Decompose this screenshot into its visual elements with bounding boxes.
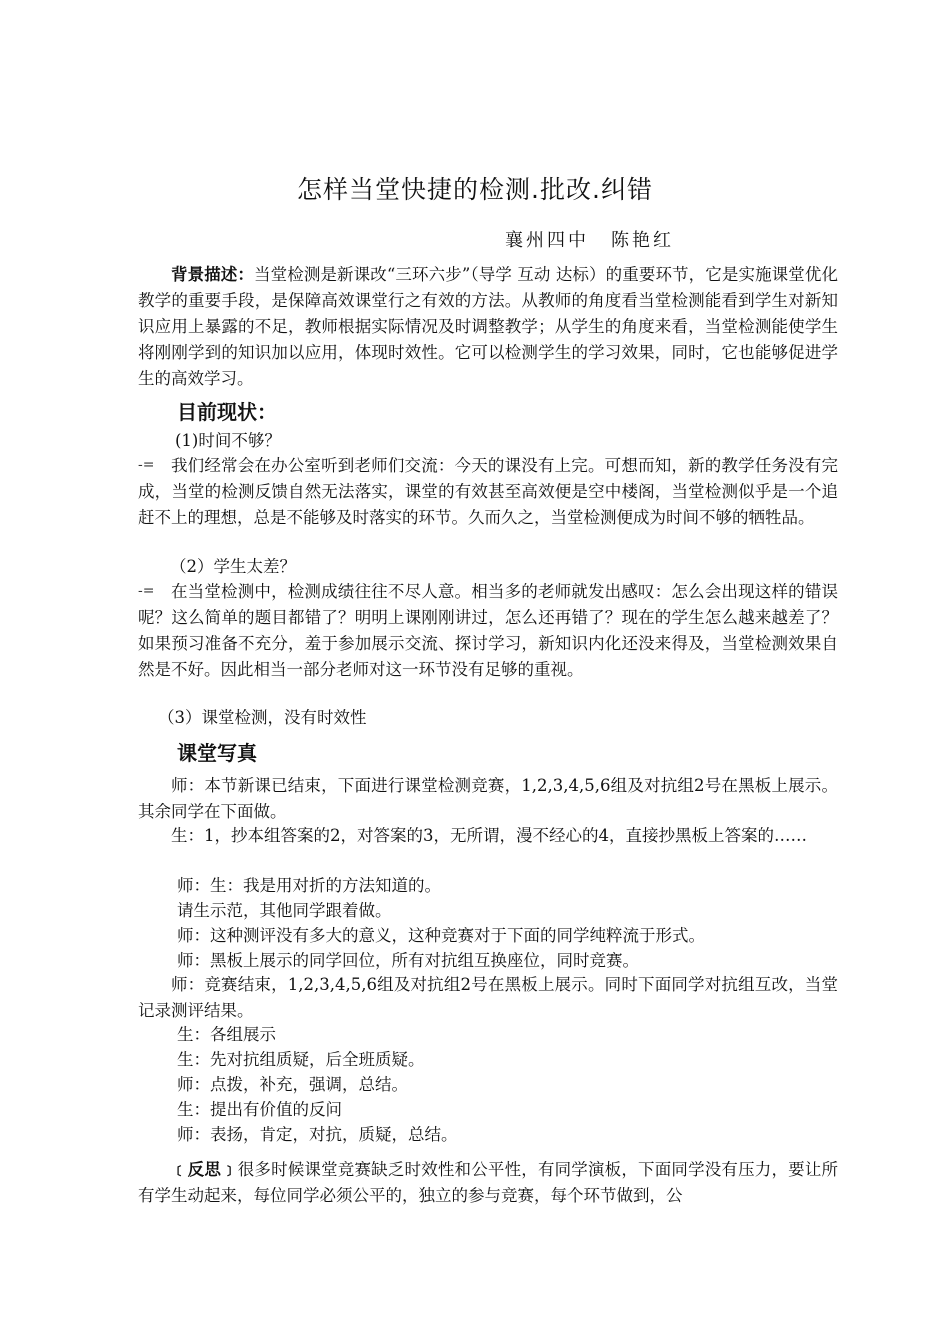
status-item-1-mark: -= (138, 457, 155, 473)
reflection-paragraph (138, 1157, 838, 1209)
document-title: 怎样当堂快捷的检测.批改.纠错 (297, 175, 653, 204)
status-item-3-label: （3）课堂检测，没有时效性 (158, 708, 367, 727)
classroom-line: 师：生：我是用对折的方法知道的。 (177, 876, 441, 895)
background-paragraph (138, 262, 838, 392)
background-text: 当堂检测是新课改“三环六步”（导学 互动 达标）的重要环节，它是实施课堂优化教学的重要手段，是保障高效课堂行之有效的方法。从教师的角度看当堂检测能看到学生对新知识应用上暴露的不足，教师根据实际情况及时调整教学；从学生的角度来看，当堂检测能使学生将刚刚学到的知识加以应用，体现时效性。它可以检测学生的学习效果，同时，它也能够促进学生的高效学习。 (138, 265, 838, 388)
classroom-heading: 课堂写真 (177, 741, 257, 765)
classroom-line: 生：提出有价值的反问 (177, 1100, 342, 1119)
reflection-label: ﹝反思﹞ (171, 1160, 238, 1179)
status-item-1-text: 我们经常会在办公室听到老师们交流：今天的课没有上完。可想而知，新的教学任务没有完成，当堂的检测反馈自然无法落实，课堂的有效甚至高效便是空中楼阁，当堂检测似乎是一个追赶不上的理想，总是不能够及时落实的环节。久而久之，当堂检测便成为时间不够的牺牲品。 (138, 456, 838, 527)
status-item-2-label: （2）学生太差？ (170, 557, 296, 576)
classroom-paragraph-2: 生：1，抄本组答案的2，对答案的3，无所谓，漫不经心的4，直接抄黑板上答案的…… (171, 826, 807, 845)
classroom-line: 师：点拨，补充，强调，总结。 (177, 1075, 408, 1094)
classroom-line: 师：这种测评没有多大的意义，这种竞赛对于下面的同学纯粹流于形式。 (177, 926, 705, 945)
author-line (505, 226, 674, 252)
classroom-paragraph-1: 师：本节新课已结束，下面进行课堂检测竞赛，1,2,3,4,5,6组及对抗组2号在黑板上展示。其余同学在下面做。 (138, 776, 838, 821)
status-item-2-mark: -= (138, 583, 155, 599)
status-heading: 目前现状： (177, 400, 277, 424)
classroom-line: 师：表扬，肯定，对抗，质疑，总结。 (177, 1125, 458, 1144)
classroom-line: 师：黑板上展示的同学回位，所有对抗组互换座位，同时竞赛。 (177, 951, 639, 970)
classroom-line: 生：各组展示 (177, 1025, 276, 1044)
reflection-text: 很多时候课堂竞赛缺乏时效性和公平性，有同学演板，下面同学没有压力，要让所有学生动起来，每位同学必须公平的，独立的参与竞赛，每个环节做到，公 (138, 1160, 839, 1205)
classroom-paragraph-3: 师：竞赛结束，1,2,3,4,5,6组及对抗组2号在黑板上展示。同时下面同学对抗组互改，当堂记录测评结果。 (138, 975, 838, 1020)
classroom-line: 请生示范，其他同学跟着做。 (177, 901, 392, 920)
author-name: 陈艳红 (611, 230, 674, 251)
status-item-2-text: 在当堂检测中，检测成绩往往不尽人意。相当多的老师就发出感叹：怎么会出现这样的错误呢？这么简单的题目都错了？明明上课刚刚讲过，怎么还再错了？现在的学生怎么越来越差了？如果预习准备不充分，羞于参加展示交流、探讨学习，新知识内化还没来得及，当堂检测效果自然是不好。因此相当一部分老师对这一环节没有足够的重视。 (138, 582, 838, 679)
author-school: 襄州四中 (505, 230, 589, 251)
background-label: 背景描述： (171, 265, 255, 284)
status-item-1-label: (1)时间不够？ (175, 431, 281, 450)
classroom-line: 生：先对抗组质疑，后全班质疑。 (177, 1050, 425, 1069)
